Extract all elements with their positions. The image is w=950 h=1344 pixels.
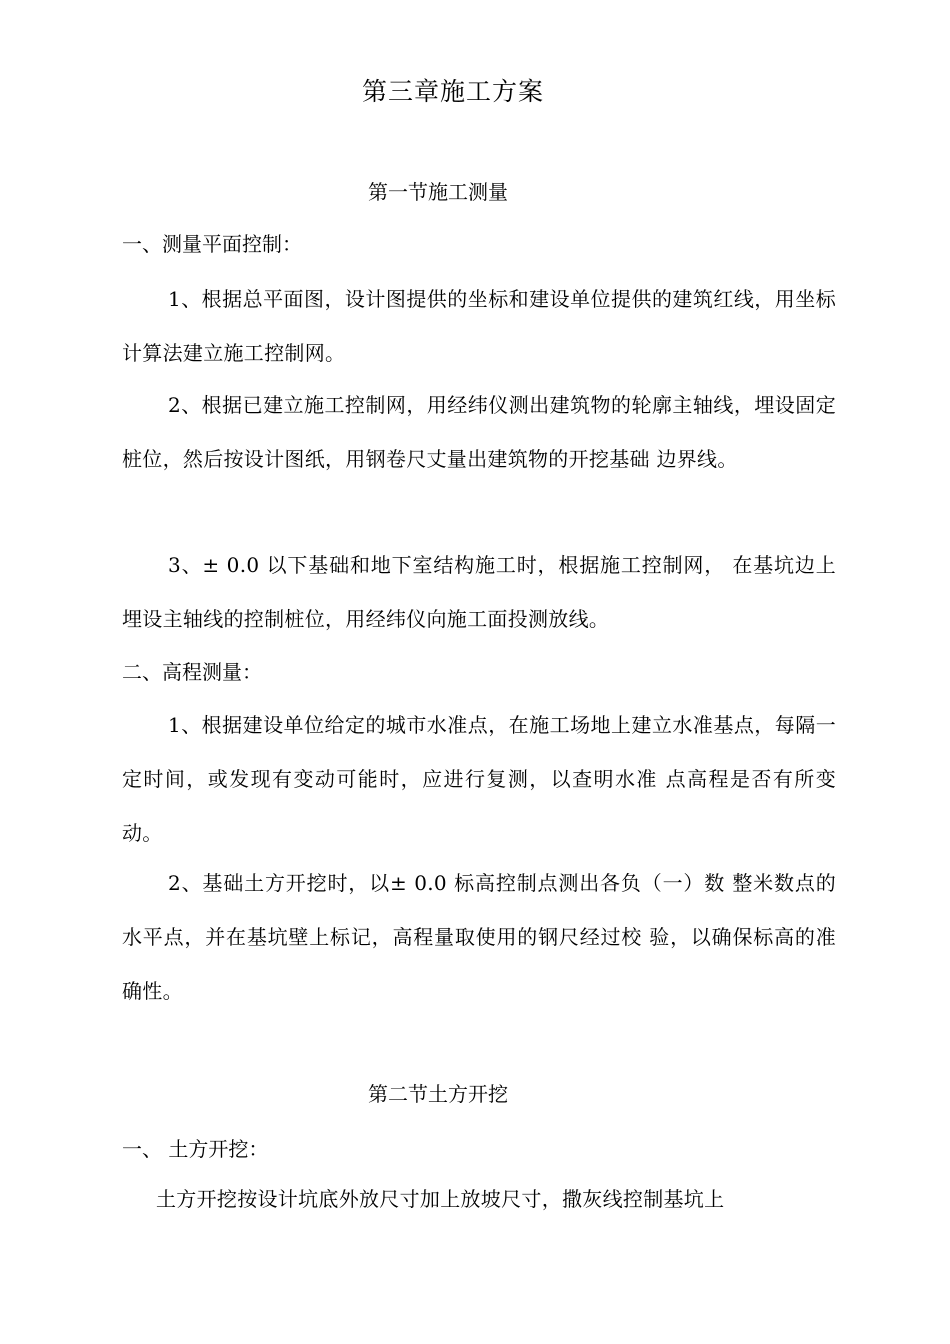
section-title-survey: 第一节施工测量 xyxy=(368,180,508,204)
paragraph-earthwork-1: 土方开挖按设计坑底外放尺寸加上放坡尺寸，撒灰线控制基坑上 xyxy=(156,1187,725,1211)
heading-plane-control: 一、测量平面控制： xyxy=(122,232,302,256)
paragraph-plane-control-2: 2、根据已建立施工控制网，用经纬仪测出建筑物的轮廓主轴线，埋设固定桩位，然后按设计图纸，用钢卷尺丈量出建筑物的开挖基础 边界线。 xyxy=(122,393,836,471)
heading-elevation-survey: 二、高程测量： xyxy=(122,660,262,684)
section-title-earthwork: 第二节土方开挖 xyxy=(368,1082,508,1106)
chapter-title: 第三章施工方案 xyxy=(361,77,544,106)
paragraph-plane-control-1: 1、根据总平面图，设计图提供的坐标和建设单位提供的建筑红线，用坐标计算法建立施工控制网。 xyxy=(122,287,836,365)
heading-earthwork: 一、 土方开挖： xyxy=(122,1137,269,1161)
paragraph-elevation-1: 1、根据建设单位给定的城市水准点，在施工场地上建立水准基点，每隔一定时间，或发现有变动可能时，应进行复测，以查明水准 点高程是否有所变动。 xyxy=(122,713,836,845)
paragraph-plane-control-3: 3、± 0.0 以下基础和地下室结构施工时，根据施工控制网， 在基坑边上埋设主轴线的控制桩位，用经纬仪向施工面投测放线。 xyxy=(122,553,836,631)
paragraph-elevation-2: 2、基础土方开挖时，以± 0.0 标高控制点测出各负（一）数 整米数点的水平点，并在基坑壁上标记，高程量取使用的钢尺经过校 验，以确保标高的准确性。 xyxy=(122,871,836,1003)
